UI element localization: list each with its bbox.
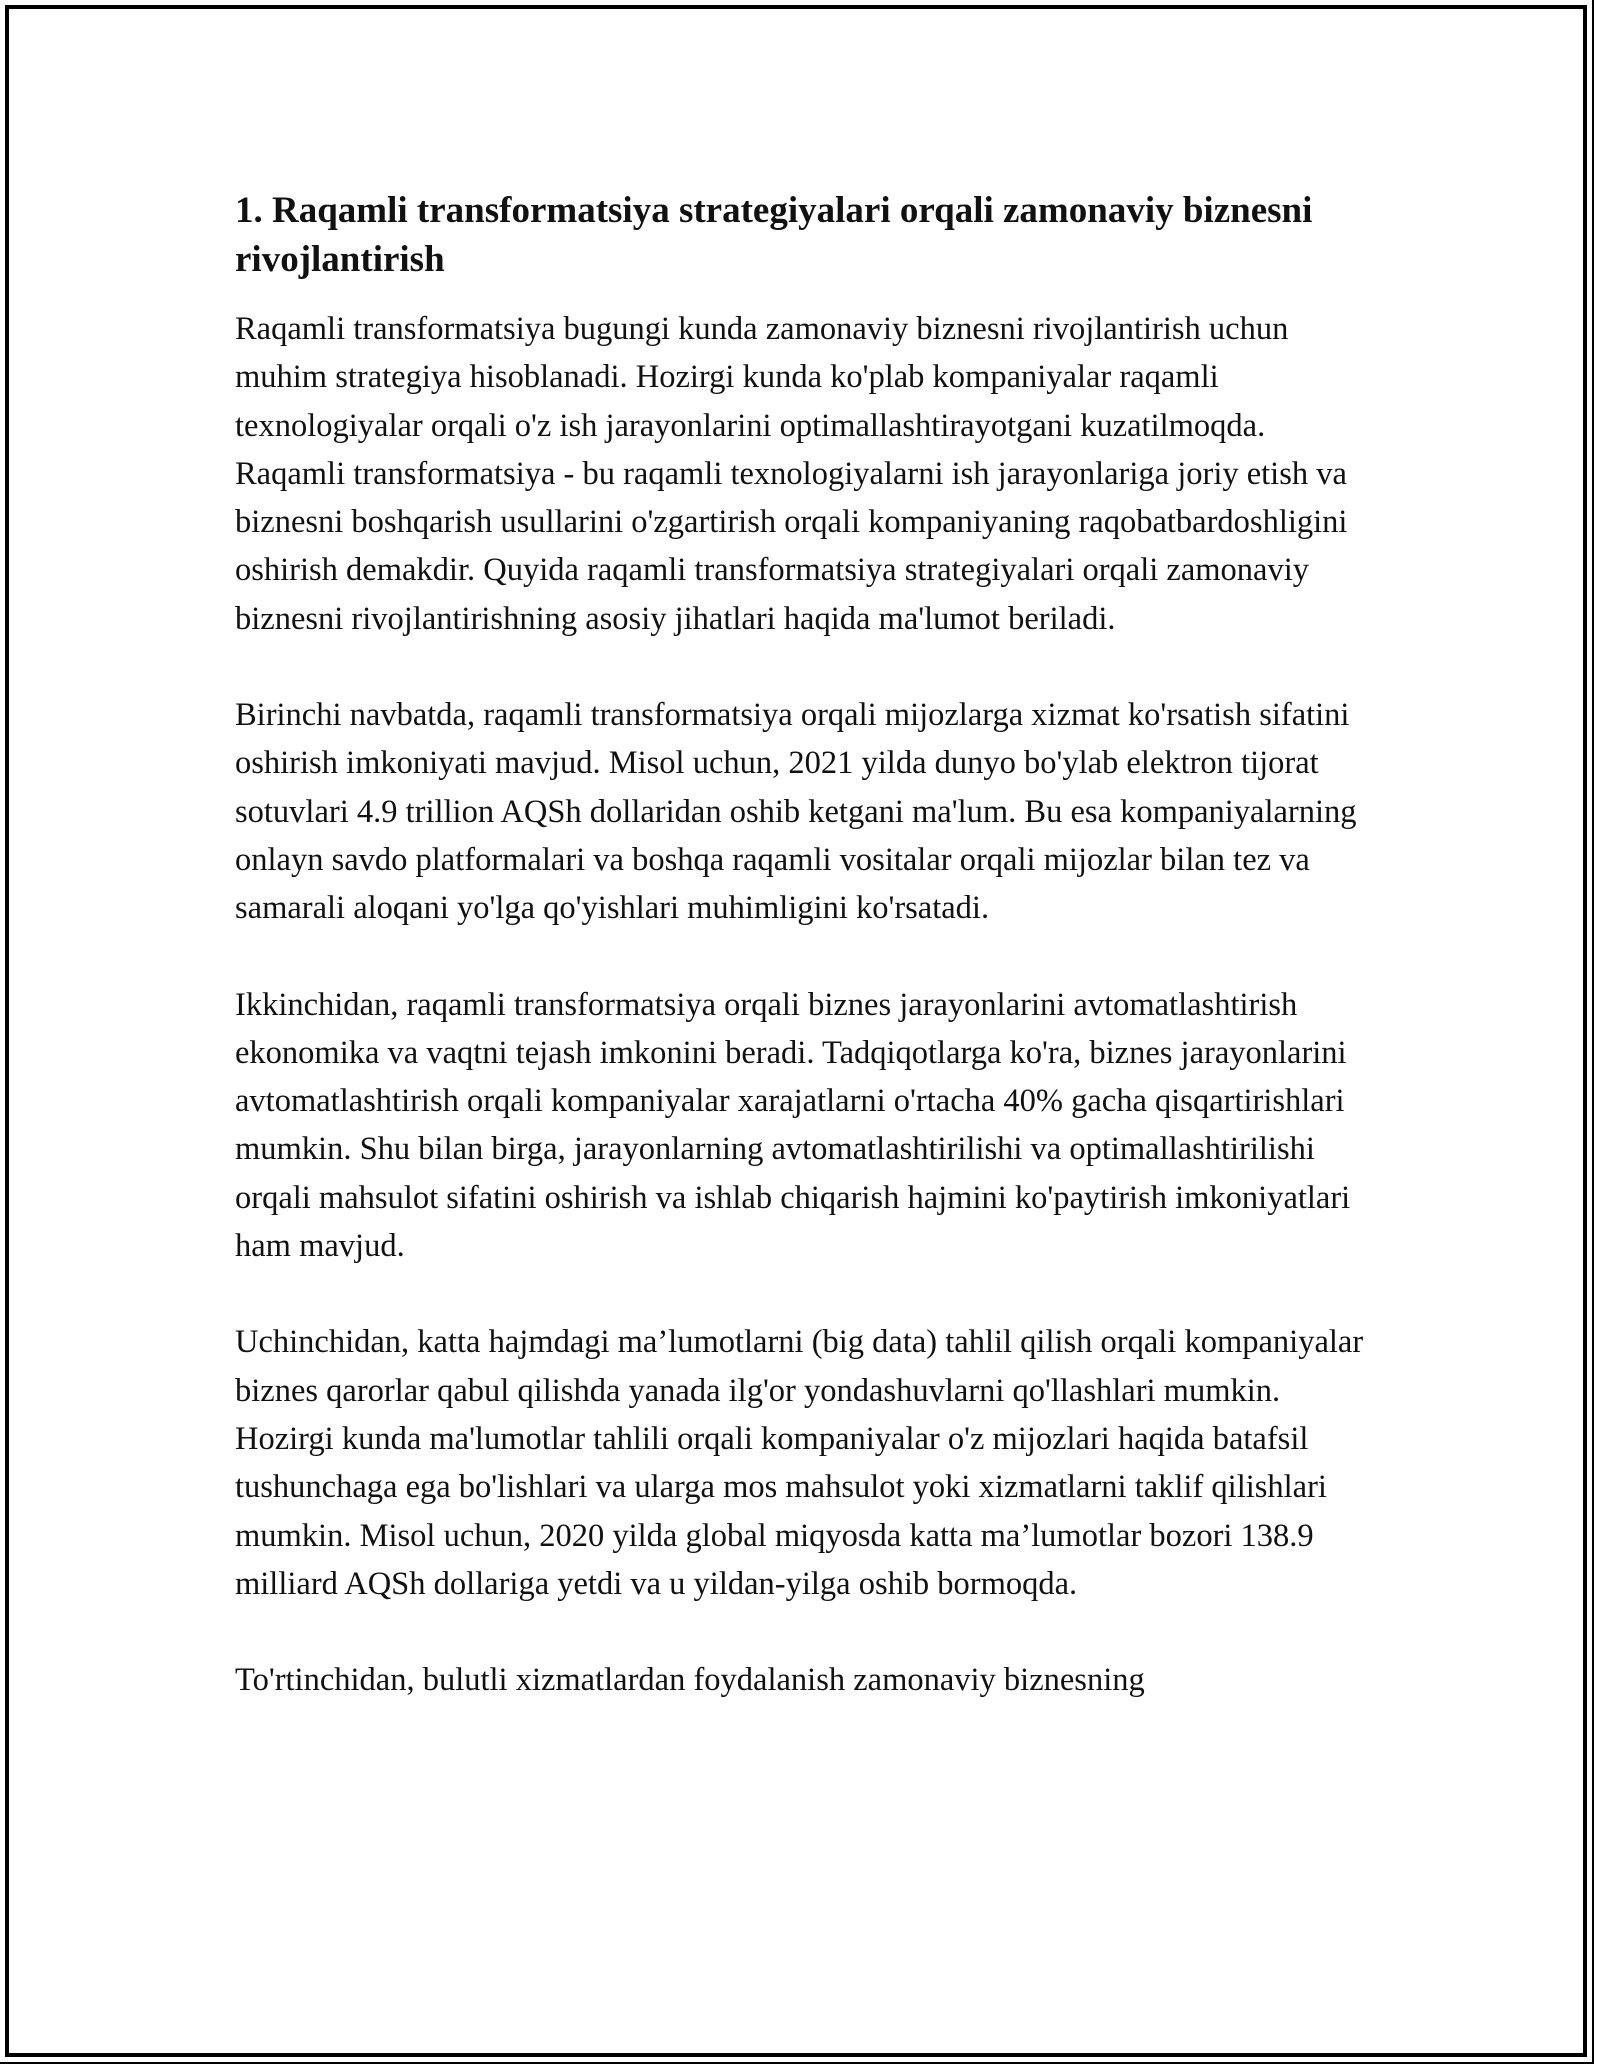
paragraph-first: Birinchi navbatda, raqamli transformatsiya orqali mijozlarga xizmat ko'rsatish sifatini oshirish imkoniyati mavjud. Misol uchun, 2021 yilda dunyo bo'ylab elektron tijorat sotuvlari 4.9 trillion AQSh dollaridan oshib ketgani ma'lum. Bu esa kompaniyalarning onlayn savdo platformalari va boshqa raqamli vositalar orqali mijozlar bilan tez va samarali aloqani yo'lga qo'yishlari muhimligini ko'rsatadi. <box>235 697 1357 927</box>
paragraph-intro: Raqamli transformatsiya bugungi kunda zamonaviy biznesni rivojlantirish uchun muhim strategiya hisoblanadi. Hozirgi kunda ko'plab kompaniyalar raqamli texnologiyalar orqali o'z ish jarayonlarini optimallashtirayotgani kuzatilmoqda. Raqamli transformatsiya - bu raqamli texnologiyalarni ish jarayonlariga joriy etish va biznesni boshqarish usullarini o'zgartirish orqali kompaniyaning raqobatbardoshligini oshirish demakdir. Quyida raqamli transformatsiya strategiyalari orqali zamonaviy biznesni rivojlantirishning asosiy jihatlari haqida ma'lumot beriladi. <box>235 311 1348 637</box>
paragraph-third: Uchinchidan, katta hajmdagi ma’lumotlarni (big data) tahlil qilish orqali kompaniyalar biznes qarorlar qabul qilishda yanada ilg'or yondashuvlarni qo'llashlari mumkin. Hozirgi kunda ma'lumotlar tahlili orqali kompaniyalar o'z mijozlari haqida batafsil tushunchaga ega bo'lishlari va ularga mos mahsulot yoki xizmatlarni taklif qilishlari mumkin. Misol uchun, 2020 yilda global miqyosda katta ma’lumotlar bozori 138.9 milliard AQSh dollariga yetdi va u yildan-yilga oshib bormoqda. <box>235 1324 1364 1602</box>
section-heading: 1. Raqamli transformatsiya strategiyalari orqali zamonaviy biznesni rivojlantirish <box>235 190 1313 280</box>
paragraph-second: Ikkinchidan, raqamli transformatsiya orqali biznes jarayonlarini avtomatlashtirish ekonomika va vaqtni tejash imkonini beradi. Tadqiqotlarga ko'ra, biznes jarayonlarini avtomatlashtirish orqali kompaniyalar xarajatlarni o'rtacha 40% gacha qisqartirishlari mumkin. Shu bilan birga, jarayonlarning avtomatlashtirilishi va optimallashtirilishi orqali mahsulot sifatini oshirish va ishlab chiqarish hajmini ko'paytirish imkoniyatlari ham mavjud. <box>235 986 1351 1265</box>
paragraph-fourth: To'rtinchidan, bulutli xizmatlardan foydalanish zamonaviy biznesning <box>235 1662 1145 1699</box>
document-body <box>235 186 1370 1704</box>
